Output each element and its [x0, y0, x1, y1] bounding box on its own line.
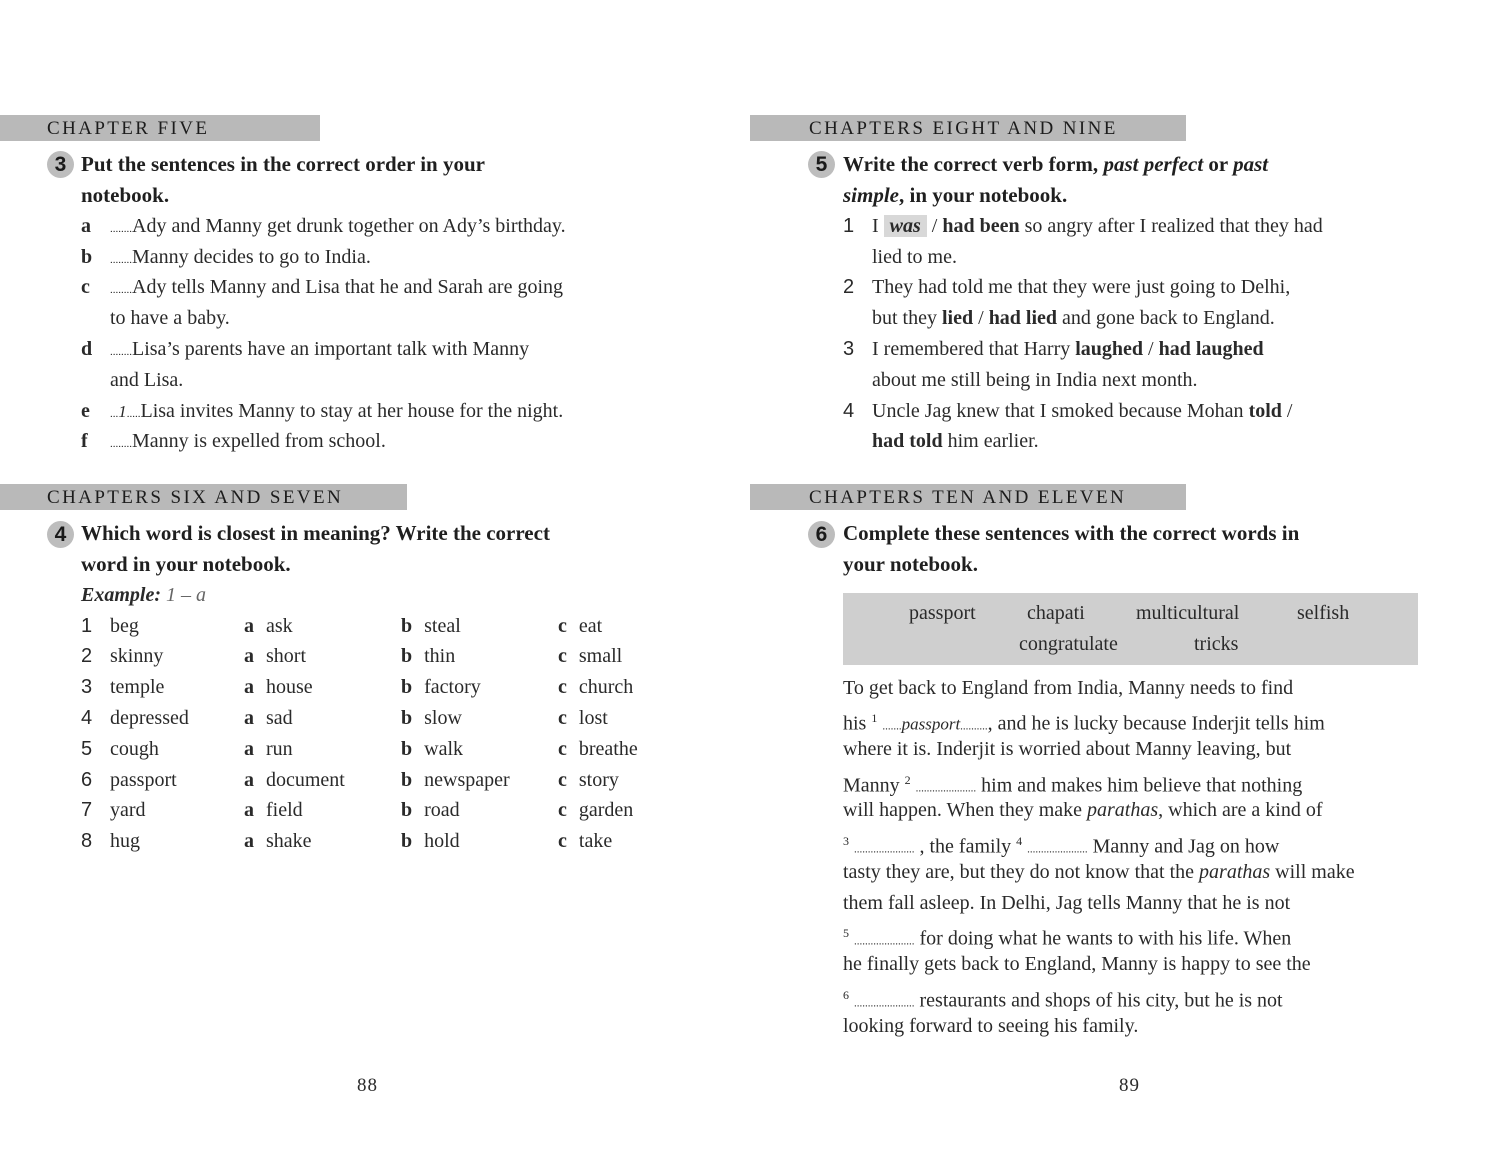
option-label-b: b	[401, 799, 413, 821]
option-b: thin	[424, 645, 456, 667]
question-3-instruction-line2: notebook.	[81, 183, 170, 207]
row-number: 5	[81, 738, 93, 760]
option-label-c: c	[558, 830, 567, 852]
option-label-a: a	[244, 707, 254, 729]
vocab-word: cough	[110, 738, 159, 760]
question-3-number: 3	[47, 151, 74, 178]
option-label-c: c	[558, 769, 567, 791]
para-line: his $^1$ .......passport.........., and he is lucky because Inderjit tells him	[843, 711, 1325, 735]
word-option: passport	[909, 602, 976, 624]
option-a: ask	[266, 615, 293, 637]
option-label-a: a	[244, 676, 254, 698]
item-text: They had told me that they were just going to Delhi,	[872, 276, 1291, 298]
option-label-a: a	[244, 645, 254, 667]
answer-blank: ........	[110, 346, 132, 358]
option-label-a: a	[244, 799, 254, 821]
chapter-five-heading: CHAPTER FIVE	[47, 118, 210, 139]
option-label-b: b	[401, 645, 413, 667]
option-c: church	[578, 676, 634, 698]
para-line: looking forward to seeing his family.	[843, 1015, 1139, 1037]
order-item-label: a	[81, 215, 91, 237]
example-label: Example:	[81, 584, 161, 606]
question-3-instruction-line1: Put the sentences in the correct order in your	[81, 152, 485, 176]
option-label-c: c	[558, 615, 567, 637]
order-item-text-cont: and Lisa.	[110, 369, 184, 391]
vocab-word: passport	[110, 769, 177, 791]
handwritten-answer: passport	[901, 714, 961, 734]
question-6-instruction-line2: your notebook.	[843, 552, 978, 576]
chapters-ten-eleven-heading: CHAPTERS TEN AND ELEVEN	[809, 487, 1127, 508]
chapter-five-heading-bar	[0, 115, 320, 141]
option-label-c: c	[558, 707, 567, 729]
answer-blank: .....	[126, 408, 141, 420]
answer-blank: ...	[110, 408, 119, 420]
option-b: slow	[424, 707, 462, 729]
question-4-instruction-line1: Which word is closest in meaning? Write the correct	[81, 521, 550, 545]
option-label-b: b	[401, 676, 413, 698]
order-item-text: Manny decides to go to India.	[132, 246, 371, 268]
option-b: hold	[424, 830, 460, 852]
vocab-word: beg	[110, 615, 139, 637]
para-line: $^6$ ...................... restaurants and shops of his city, but he is not	[843, 988, 1283, 1012]
row-number: 1	[81, 615, 93, 637]
question-5-number: 5	[808, 151, 835, 178]
option-a: document	[266, 769, 345, 791]
chapters-six-seven-heading: CHAPTERS SIX AND SEVEN	[47, 487, 344, 508]
option-label-c: c	[558, 738, 567, 760]
option-label-a: a	[244, 615, 254, 637]
chapters-six-seven-heading-bar	[0, 484, 407, 510]
option-c: take	[578, 830, 613, 852]
row-number: 6	[81, 769, 93, 791]
order-item-label: c	[81, 276, 90, 298]
circled-answer: was	[884, 215, 927, 237]
option-c: breathe	[578, 738, 638, 760]
answer-blank: ........	[110, 223, 132, 235]
option-label-c: c	[558, 799, 567, 821]
option-b: road	[424, 799, 460, 821]
option-c: story	[578, 769, 619, 791]
order-item-label: f	[81, 430, 88, 452]
para-line: will happen. When they make parathas, which are a kind of	[843, 799, 1323, 821]
option-b: steal	[424, 615, 461, 637]
example-line	[81, 580, 206, 611]
para-line: Manny $^2$ ...................... him and makes him believe that nothing	[843, 773, 1303, 797]
example-value: 1 – a	[166, 584, 206, 606]
question-4-instruction-line2: word in your notebook.	[81, 552, 291, 576]
option-a: short	[266, 645, 306, 667]
option-b: walk	[424, 738, 464, 760]
item-number: 3	[843, 338, 855, 360]
word-option: tricks	[1194, 633, 1239, 655]
word-option: chapati	[1027, 602, 1085, 624]
row-number: 4	[81, 707, 93, 729]
option-label-a: a	[244, 738, 254, 760]
word-option: congratulate	[1019, 633, 1118, 655]
item-text-cont: lied to me.	[872, 246, 957, 268]
para-line: To get back to England from India, Manny needs to find	[843, 677, 1294, 699]
chapters-eight-nine-heading-bar	[750, 115, 1186, 141]
item-number: 4	[843, 400, 855, 422]
option-c: garden	[578, 799, 634, 821]
option-a: field	[266, 799, 303, 821]
chapters-eight-nine-heading: CHAPTERS EIGHT AND NINE	[809, 118, 1118, 139]
para-line: tasty they are, but they do not know that the parathas will make	[843, 861, 1355, 883]
para-line: them fall asleep. In Delhi, Jag tells Manny that he is not	[843, 892, 1291, 914]
vocab-word: yard	[110, 799, 146, 821]
word-box	[843, 593, 1418, 665]
option-label-c: c	[558, 645, 567, 667]
option-label-b: b	[401, 738, 413, 760]
order-item-label: b	[81, 246, 93, 268]
word-option: selfish	[1297, 602, 1350, 624]
option-c: lost	[578, 707, 608, 729]
word-option: multicultural	[1136, 602, 1240, 624]
option-label-b: b	[401, 769, 413, 791]
para-line: where it is. Inderjit is worried about Manny leaving, but	[843, 738, 1292, 760]
question-4-number: 4	[47, 521, 74, 548]
para-line: $^3$ ...................... , the family $^4$ ...................... Manny and Jag on how	[843, 834, 1280, 858]
option-label-a: a	[244, 769, 254, 791]
order-item-text: Lisa invites Manny to stay at her house for the night.	[140, 400, 564, 422]
option-a: run	[266, 738, 293, 760]
row-number: 2	[81, 645, 93, 667]
page-number-right: 89	[1119, 1075, 1140, 1096]
order-item-label: e	[81, 400, 90, 422]
option-b: newspaper	[424, 769, 510, 791]
option-label-b: b	[401, 615, 413, 637]
question-5-instruction-line1: Write the correct verb form, past perfect or past	[843, 152, 1269, 176]
option-label-b: b	[401, 707, 413, 729]
chapters-ten-eleven-heading-bar	[750, 484, 1186, 510]
row-number: 3	[81, 676, 93, 698]
vocab-word: depressed	[110, 707, 189, 729]
option-a: shake	[266, 830, 312, 852]
right-page: CHAPTERS EIGHT AND NINE 5 Write the correct verb form, past perfect or past simple, in your notebook. 1 I was / had been so angry after I realized that they had lied to me. 2 They had told me that they were just going to Delhi, but they lied / had lied and gone back to England. 3 I remembered that Harry laughed / had laughed about me still being in India next month. 4 Uncle Jag knew that I smoked because Mohan told / had told him earlier. CHAPTERS TEN AND ELEVEN 6 Complete these sentences with the correct words in your notebook. passport chapati multicultural selfish congratulate tricks To get back to England from India, Manny needs to find his $^1$ .......passport.........., and he is lucky because Inderjit tells him where it is. Inderjit is worried about Manny leaving, but Manny $^2$ ...................... him and makes him believe that nothing will happen. When they make parathas, which are a kind of $^3$ ...................... , the family $^4$ ...................... Manny and Jag on how tasty they are, but they do not know that the parathas will make them fall asleep. In Delhi, Jag tells Manny that he is not $^5$ ...................... for doing what he wants to with his life. When he finally gets back to England, Manny is happy to see the $^6$ ...................... restaurants and shops of his city, but he is not looking forward to seeing his family. 89	[750, 0, 1500, 1151]
answer-blank: ........	[110, 254, 132, 266]
row-number: 7	[81, 799, 93, 821]
question-6-instruction-line1: Complete these sentences with the correct words in	[843, 521, 1300, 545]
item-text-cont: about me still being in India next month.	[872, 369, 1198, 391]
item-number: 1	[843, 215, 855, 237]
question-5-instruction-line2: simple, in your notebook.	[843, 183, 1068, 207]
vocab-word: skinny	[110, 645, 164, 667]
order-item-text: Ady tells Manny and Lisa that he and Sarah are going	[132, 276, 563, 298]
handwritten-answer: 1	[118, 402, 127, 421]
para-line: he finally gets back to England, Manny is happy to see the	[843, 953, 1311, 975]
option-label-b: b	[401, 830, 413, 852]
answer-blank: ........	[110, 438, 132, 450]
para-line: $^5$ ...................... for doing what he wants to with his life. When	[843, 926, 1292, 950]
option-label-c: c	[558, 676, 567, 698]
option-a: sad	[266, 707, 293, 729]
order-item-label: d	[81, 338, 93, 360]
question-6-number: 6	[808, 521, 835, 548]
answer-blank: ........	[110, 284, 132, 296]
option-a: house	[266, 676, 313, 698]
vocab-word: hug	[110, 830, 140, 852]
item-number: 2	[843, 276, 855, 298]
page-number-left: 88	[357, 1075, 378, 1096]
option-c: eat	[578, 615, 603, 637]
option-c: small	[578, 645, 623, 667]
row-number: 8	[81, 830, 93, 852]
option-label-a: a	[244, 830, 254, 852]
order-item-text: Ady and Manny get drunk together on Ady’s birthday.	[132, 215, 566, 237]
order-item-text: Lisa’s parents have an important talk with Manny	[132, 338, 530, 360]
vocab-word: temple	[110, 676, 165, 698]
order-item-text: Manny is expelled from school.	[132, 430, 386, 452]
order-item-text-cont: to have a baby.	[110, 307, 230, 329]
option-b: factory	[424, 676, 481, 698]
